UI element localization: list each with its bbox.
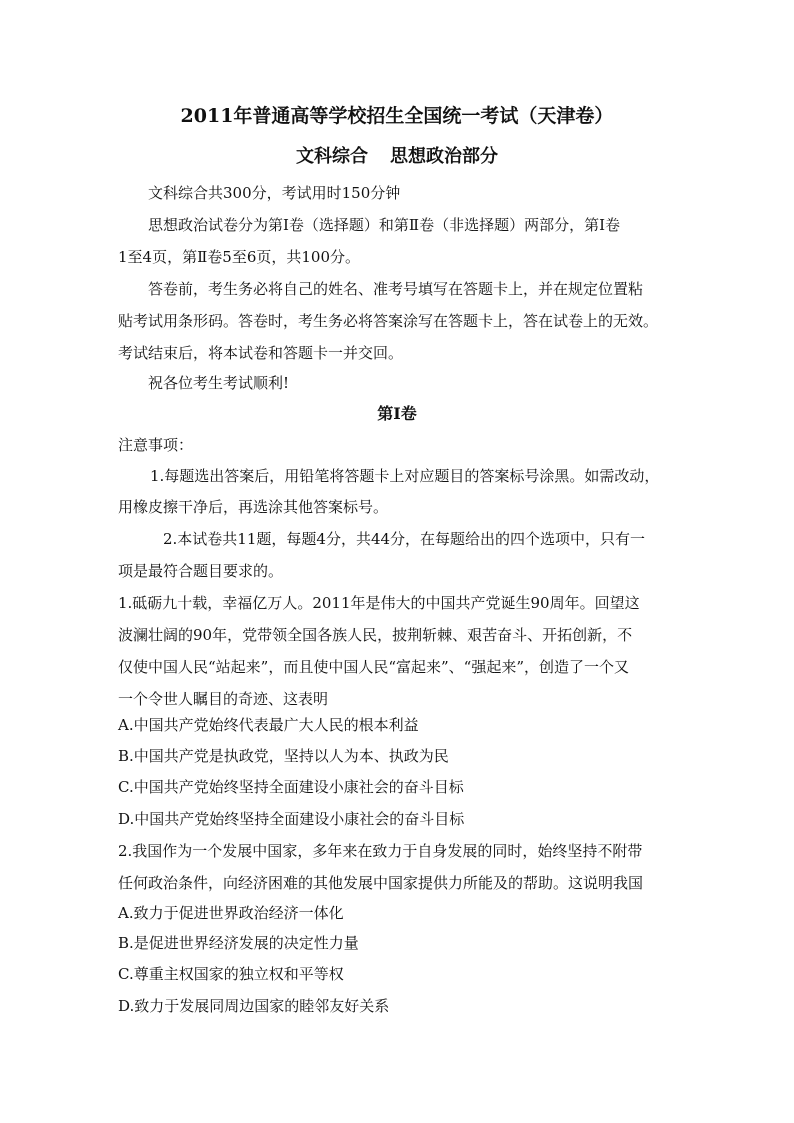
note-line: 用橡皮擦干净后，再选涂其他答案标号。 bbox=[118, 498, 389, 516]
question-1-option-d: D.中国共产党始终坚持全面建设小康社会的奋斗目标 bbox=[118, 810, 465, 828]
section-title: 第Ⅰ卷 bbox=[377, 404, 417, 423]
question-1-option-b: B.中国共产党是执政党，坚持以人为本、执政为民 bbox=[118, 747, 449, 765]
question-2-option-d: D.致力于发展同周边国家的睦邻友好关系 bbox=[118, 997, 390, 1015]
question-2-option-b: B.是促进世界经济发展的决定性力量 bbox=[118, 934, 359, 952]
question-2-text: 2.我国作为一个发展中国家，多年来在致力于自身发展的同时，始终坚持不附带 bbox=[118, 842, 643, 860]
exam-title: 2011年普通高等学校招生全国统一考试（天津卷） bbox=[180, 105, 614, 127]
intro-line: 1至4页，第Ⅱ卷5至6页，共100分。 bbox=[118, 248, 361, 266]
intro-line: 答卷前，考生务必将自己的姓名、准考号填写在答题卡上，并在规定位置粘 bbox=[148, 280, 644, 298]
question-1-text: 一个令世人瞩目的奇迹、这表明 bbox=[118, 690, 329, 708]
question-1-text: 1.砥砺九十载，幸福亿万人。2011年是伟大的中国共产党诞生90周年。回望这 bbox=[118, 594, 640, 612]
intro-line: 祝各位考生考试顺利! bbox=[148, 374, 290, 392]
notes-heading: 注意事项： bbox=[118, 436, 194, 454]
note-line: 项是最符合题目要求的。 bbox=[118, 562, 284, 580]
note-line: 1.每题选出答案后，用铅笔将答题卡上对应题目的答案标号涂黑。如需改动， bbox=[150, 467, 660, 485]
subtitle-left: 文科综合 bbox=[296, 146, 368, 167]
question-1-option-a: A.中国共产党始终代表最广大人民的根本利益 bbox=[118, 716, 419, 734]
question-2-text: 任何政治条件，向经济困难的其他发展中国家提供力所能及的帮助。这说明我国 bbox=[118, 874, 644, 892]
question-1-option-c: C.中国共产党始终坚持全面建设小康社会的奋斗目标 bbox=[118, 778, 464, 796]
intro-line: 文科综合共300分，考试用时150分钟 bbox=[148, 184, 401, 202]
question-2-option-a: A.致力于促进世界政治经济一体化 bbox=[118, 904, 344, 922]
exam-subtitle bbox=[0, 145, 794, 169]
question-1-text: 仅使中国人民“站起来”，而且使中国人民“富起来”、“强起来”，创造了一个又 bbox=[118, 658, 630, 676]
intro-line: 贴考试用条形码。答卷时，考生务必将答案涂写在答题卡上，答在试卷上的无效。 bbox=[118, 312, 659, 330]
question-2-option-c: C.尊重主权国家的独立权和平等权 bbox=[118, 965, 344, 983]
note-line: 2.本试卷共11题，每题4分，共44分，在每题给出的四个选项中，只有一 bbox=[163, 530, 646, 548]
intro-line: 考试结束后，将本试卷和答题卡一并交回。 bbox=[118, 344, 404, 362]
subtitle-right: 思想政治部分 bbox=[390, 146, 498, 167]
question-1-text: 波澜壮阔的90年，党带领全国各族人民，披荆斩棘、艰苦奋斗、开拓创新，不 bbox=[118, 626, 633, 644]
intro-line: 思想政治试卷分为第Ⅰ卷（选择题）和第Ⅱ卷（非选择题）两部分，第Ⅰ卷 bbox=[148, 216, 621, 234]
